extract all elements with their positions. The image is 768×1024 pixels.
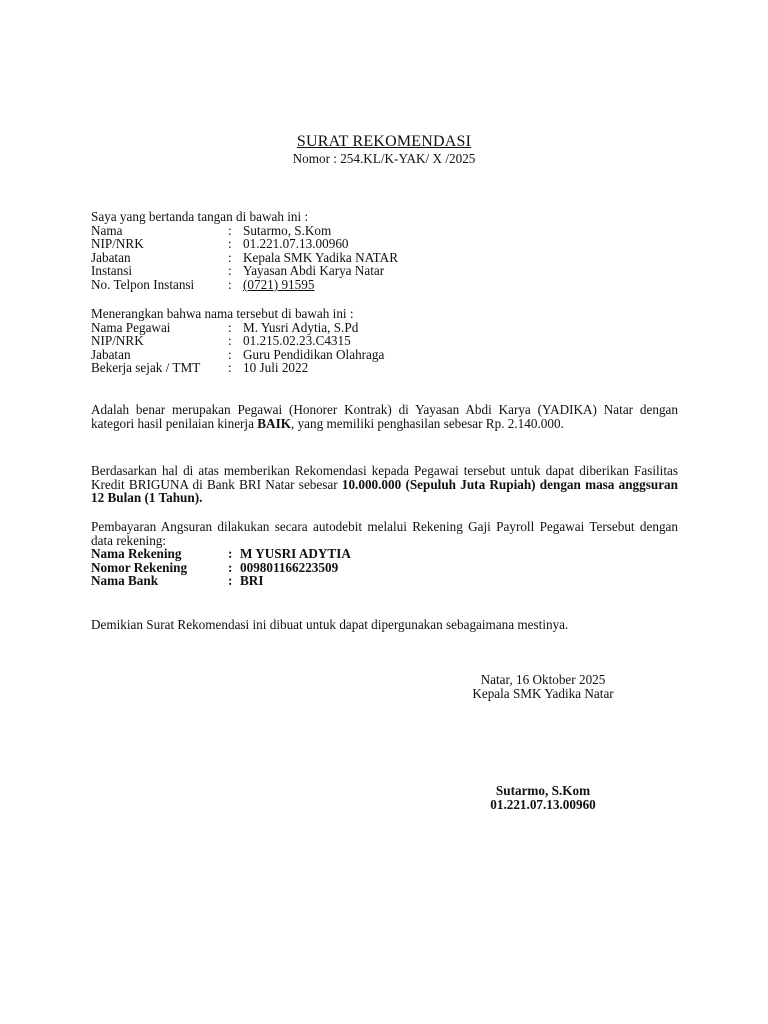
field-label: Jabatan: [91, 249, 131, 265]
field-value: M. Yusri Adytia, S.Pd: [243, 319, 359, 335]
signer-row-nip: [91, 237, 678, 251]
field-value: 01.215.02.23.C4315: [243, 333, 351, 349]
field-value: 009801166223509: [240, 559, 339, 575]
account-row-name: [91, 547, 678, 561]
signer-row-position: [91, 251, 678, 265]
phone-link[interactable]: (0721) 91595: [243, 276, 315, 292]
field-value: Kepala SMK Yadika NATAR: [243, 249, 398, 265]
field-value: Sutarmo, S.Kom: [243, 222, 332, 238]
field-value: 01.221.07.13.00960: [243, 236, 349, 252]
field-colon: :: [228, 546, 233, 561]
field-value: BRI: [240, 573, 264, 589]
signature-place-date: Natar, 16 Oktober 2025: [480, 672, 606, 687]
field-label: No. Telpon Instansi: [91, 276, 195, 292]
field-value: Yayasan Abdi Karya Natar: [243, 263, 385, 279]
paragraph-payment: Pembayaran Angsuran dilakukan secara autodebit melalui Rekening Gaji Payroll Pegawai Tersebut dengan data rekening:: [91, 519, 678, 548]
employee-row-nip: [91, 334, 678, 348]
letter-number: Nomor : 254.KL/K-YAK/ X /2025: [292, 151, 476, 166]
loan-amount: 10.000.000 (Sepuluh Juta Rupiah) dengan masa anggsuran 12 Bulan (1 Tahun).: [91, 476, 678, 506]
field-value: 10 Juli 2022: [243, 360, 309, 376]
employee-intro: Menerangkan bahwa nama tersebut di bawah ini :: [91, 306, 354, 321]
field-colon: :: [228, 360, 232, 376]
field-label: Nama Rekening: [91, 546, 182, 561]
field-colon: :: [228, 222, 232, 238]
signer-section: [91, 210, 678, 292]
employee-row-position: [91, 348, 678, 362]
signature-name: Sutarmo, S.Kom: [495, 783, 591, 798]
field-label: Nama: [91, 222, 123, 238]
signer-row-institution: [91, 264, 678, 278]
field-label: NIP/NRK: [91, 236, 144, 252]
closing-statement: Demikian Surat Rekomendasi ini dibuat untuk dapat dipergunakan sebagaimana mestinya.: [91, 617, 569, 632]
field-label: NIP/NRK: [91, 333, 144, 349]
field-colon: :: [228, 559, 233, 575]
field-label: Jabatan: [91, 346, 131, 362]
field-label: Instansi: [91, 263, 133, 279]
paragraph-recommendation: Berdasarkan hal di atas memberikan Rekomendasi kepada Pegawai tersebut untuk dapat diberikan Fasilitas Kredit BRIGUNA di Bank BRI Natar sebesar 10.000.000 (Sepuluh Juta Rupiah) dengan masa anggsuran 12 Bulan (1 Tahun).: [91, 463, 678, 506]
field-colon: :: [228, 346, 232, 362]
field-colon: :: [228, 276, 232, 292]
field-label: Bekerja sejak / TMT: [91, 360, 201, 376]
signer-row-phone: [91, 278, 678, 292]
field-label: Nama Pegawai: [91, 319, 171, 335]
field-value: M YUSRI ADYTIA: [240, 546, 351, 561]
field-colon: :: [228, 249, 232, 265]
account-section: [91, 547, 678, 588]
letter-title: SURAT REKOMENDASI: [296, 133, 472, 150]
performance-rating: BAIK: [257, 415, 291, 431]
field-colon: :: [228, 319, 232, 335]
paragraph-employment: Adalah benar merupakan Pegawai (Honorer Kontrak) di Yayasan Abdi Karya (YADIKA) Natar dengan kategori hasil penilaian kinerja BAIK, yang memiliki penghasilan sebesar Rp. 2.140.000.: [91, 402, 678, 431]
signer-row-name: [91, 224, 678, 238]
field-label: Nama Bank: [91, 573, 159, 589]
account-row-number: [91, 561, 678, 575]
signature-nip: 01.221.07.13.00960: [490, 797, 596, 812]
field-value: Guru Pendidikan Olahraga: [243, 346, 385, 362]
field-colon: :: [228, 573, 233, 589]
signature-position: Kepala SMK Yadika Natar: [472, 686, 614, 701]
signer-intro: Saya yang bertanda tangan di bawah ini :: [91, 209, 309, 224]
field-colon: :: [228, 263, 232, 279]
employee-row-name: [91, 321, 678, 335]
field-label: Nomor Rekening: [91, 559, 188, 575]
field-colon: :: [228, 236, 232, 252]
field-colon: :: [228, 333, 232, 349]
account-row-bank: [91, 574, 678, 588]
employee-row-tmt: [91, 361, 678, 375]
employee-section: [91, 307, 678, 375]
